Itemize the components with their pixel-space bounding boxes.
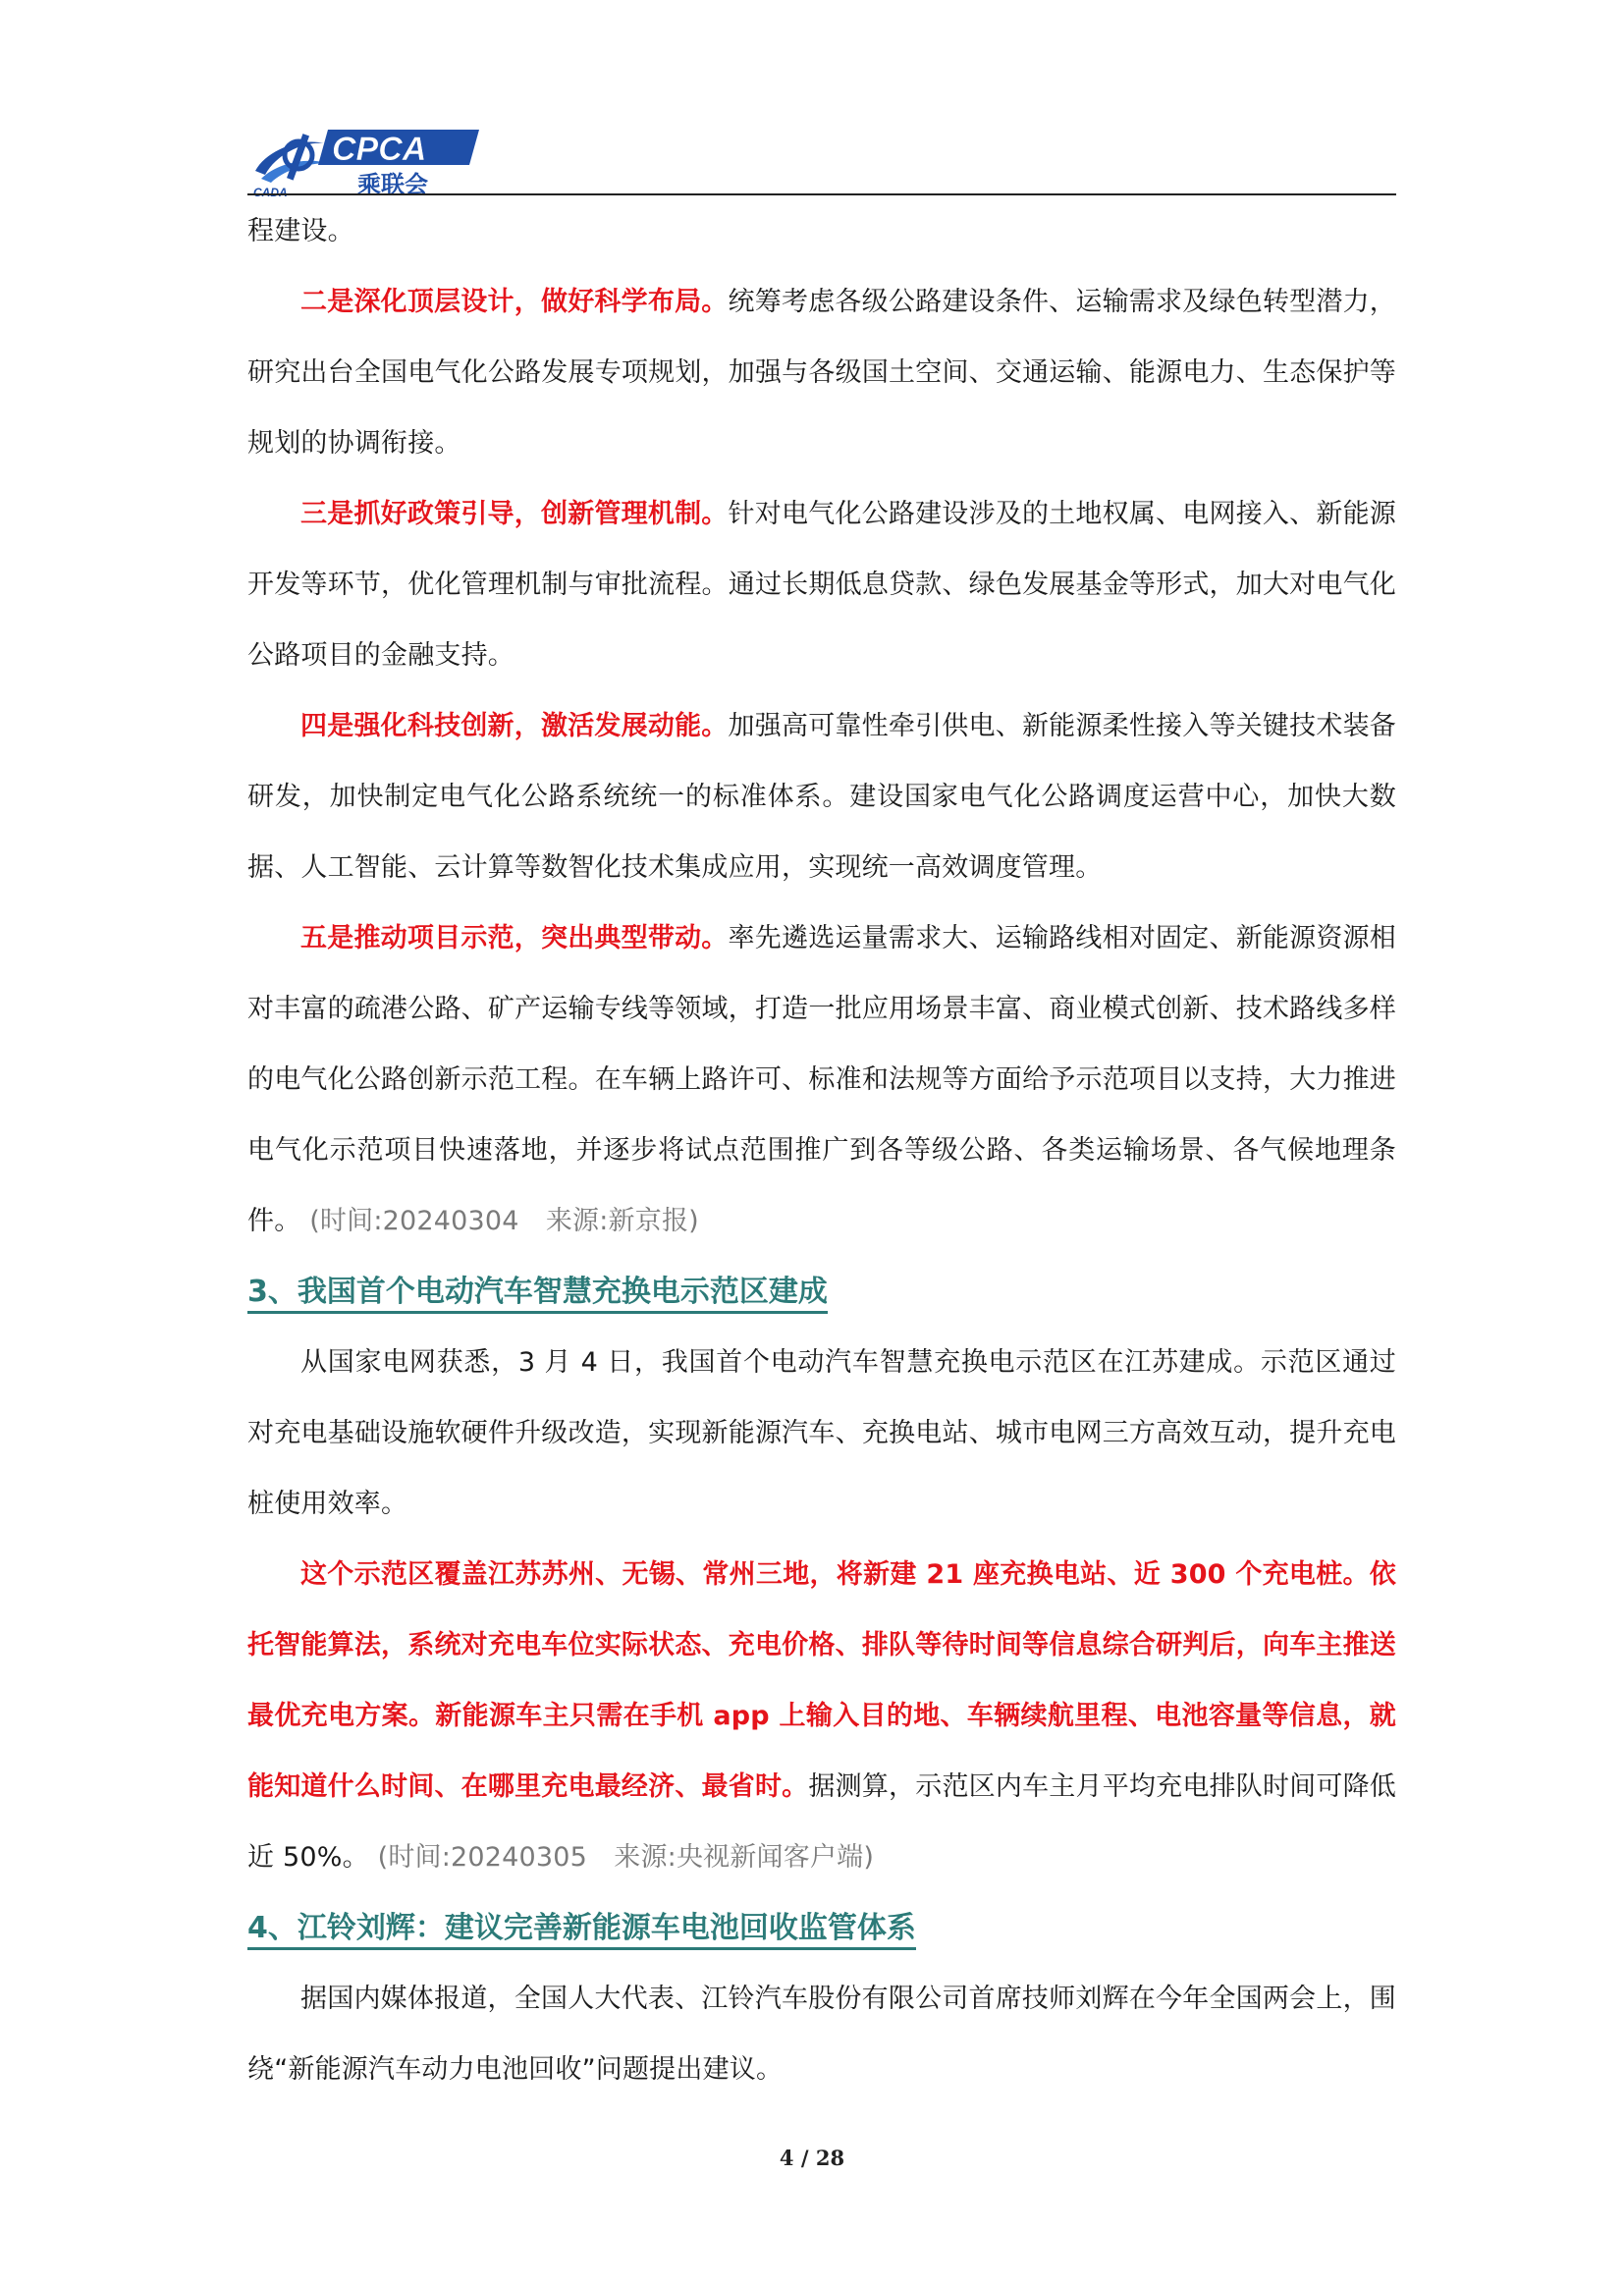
emphasis-text: 五是推动项目示范，突出典型带动。 xyxy=(300,923,729,953)
page-header xyxy=(247,110,1396,196)
paragraph-continuation: 程建设。 xyxy=(247,216,354,246)
page-number: 4 / 28 xyxy=(779,2146,845,2170)
paragraph-intro-4: 据国内媒体报道，全国人大代表、江铃汽车股份有限公司首席技师刘辉在今年全国两会上，围绕“新能源汽车动力电池回收”问题提出建议。 xyxy=(247,1984,1396,2085)
source-note: (时间:20240305 来源:央视新闻客户端) xyxy=(377,1842,875,1873)
cpca-logo xyxy=(247,120,483,198)
paragraph-point-3: 三是抓好政策引导，创新管理机制。针对电气化公路建设涉及的土地权属、电网接入、新能源开发等环节，优化管理机制与审批流程。通过长期低息贷款、绿色发展基金等形式，加大对电气化公路项目的金融支持。 xyxy=(247,499,1397,671)
paragraph-point-2: 二是深化顶层设计，做好科学布局。统筹考虑各级公路建设条件、运输需求及绿色转型潜力，研究出台全国电气化公路发展专项规划，加强与各级国土空间、交通运输、能源电力、生态保护等规划的协调衔接。 xyxy=(247,287,1397,459)
paragraph-detail-3: 这个示范区覆盖江苏苏州、无锡、常州三地，将新建 21 座充换电站、近 300 个充电桩。依托智能算法，系统对充电车位实际状态、充电价格、排队等待时间等信息综合研判后，向车主推送最优充电方案。新能源车主只需在手机 app 上输入目的地、车辆续航里程、电池容量等信息，就能知道什么时间、在哪里充电最经济、最省时。据测算，示范区内车主月平均充电排队时间可降低近 50%。 (时间:20240305 来源:央视新闻客户端) xyxy=(247,1559,1397,1873)
paragraph-point-4: 四是强化科技创新，激活发展动能。加强高可靠性牵引供电、新能源柔性接入等关键技术装备研发，加快制定电气化公路系统统一的标准体系。建设国家电气化公路调度运营中心，加快大数据、人工智能、云计算等数智化技术集成应用，实现统一高效调度管理。 xyxy=(247,711,1397,883)
logo-text: CPCA xyxy=(332,131,427,168)
emphasis-text: 二是深化顶层设计，做好科学布局。 xyxy=(300,287,729,317)
section-heading-3: 3、我国首个电动汽车智慧充换电示范区建成 xyxy=(247,1257,1396,1328)
emphasis-text: 三是抓好政策引导，创新管理机制。 xyxy=(300,499,729,529)
emphasis-text: 这个示范区覆盖江苏苏州、无锡、常州三地，将新建 21 座充换电站、近 300 个充电桩。依托智能算法，系统对充电车位实际状态、充电价格、排队等待时间等信息综合研判后，向车主推送最优充电方案。新能源车主只需在手机 app 上输入目的地、车辆续航里程、电池容量等信息，就能知道什么时间、在哪里充电最经济、最省时。 xyxy=(247,1559,1396,1802)
emphasis-text: 四是强化科技创新，激活发展动能。 xyxy=(300,711,729,741)
logo-mark-text: CADA xyxy=(253,186,288,198)
paragraph-intro-3: 从国家电网获悉，3 月 4 日，我国首个电动汽车智慧充换电示范区在江苏建成。示范区通过对充电基础设施软硬件升级改造，实现新能源汽车、充换电站、城市电网三方高效互动，提升充电桩使用效率。 xyxy=(247,1347,1396,1519)
paragraph-point-5: 五是推动项目示范，突出典型带动。率先遴选运量需求大、运输路线相对固定、新能源资源相对丰富的疏港公路、矿产运输专线等领域，打造一批应用场景丰富、商业模式创新、技术路线多样的电气化公路创新示范工程。在车辆上路许可、标准和法规等方面给予示范项目以支持，大力推进电气化示范项目快速落地，并逐步将试点范围推广到各等级公路、各类运输场景、各气候地理条件。 (时间:20240304 来源:新京报) xyxy=(247,923,1397,1236)
article-body xyxy=(247,196,1396,2105)
section-heading-4: 4、江铃刘辉：建议完善新能源车电池回收监管体系 xyxy=(247,1893,1396,1964)
source-note: (时间:20240304 来源:新京报) xyxy=(309,1206,699,1236)
header-divider xyxy=(247,193,1396,195)
logo-subtitle: 乘联会 xyxy=(357,171,428,198)
